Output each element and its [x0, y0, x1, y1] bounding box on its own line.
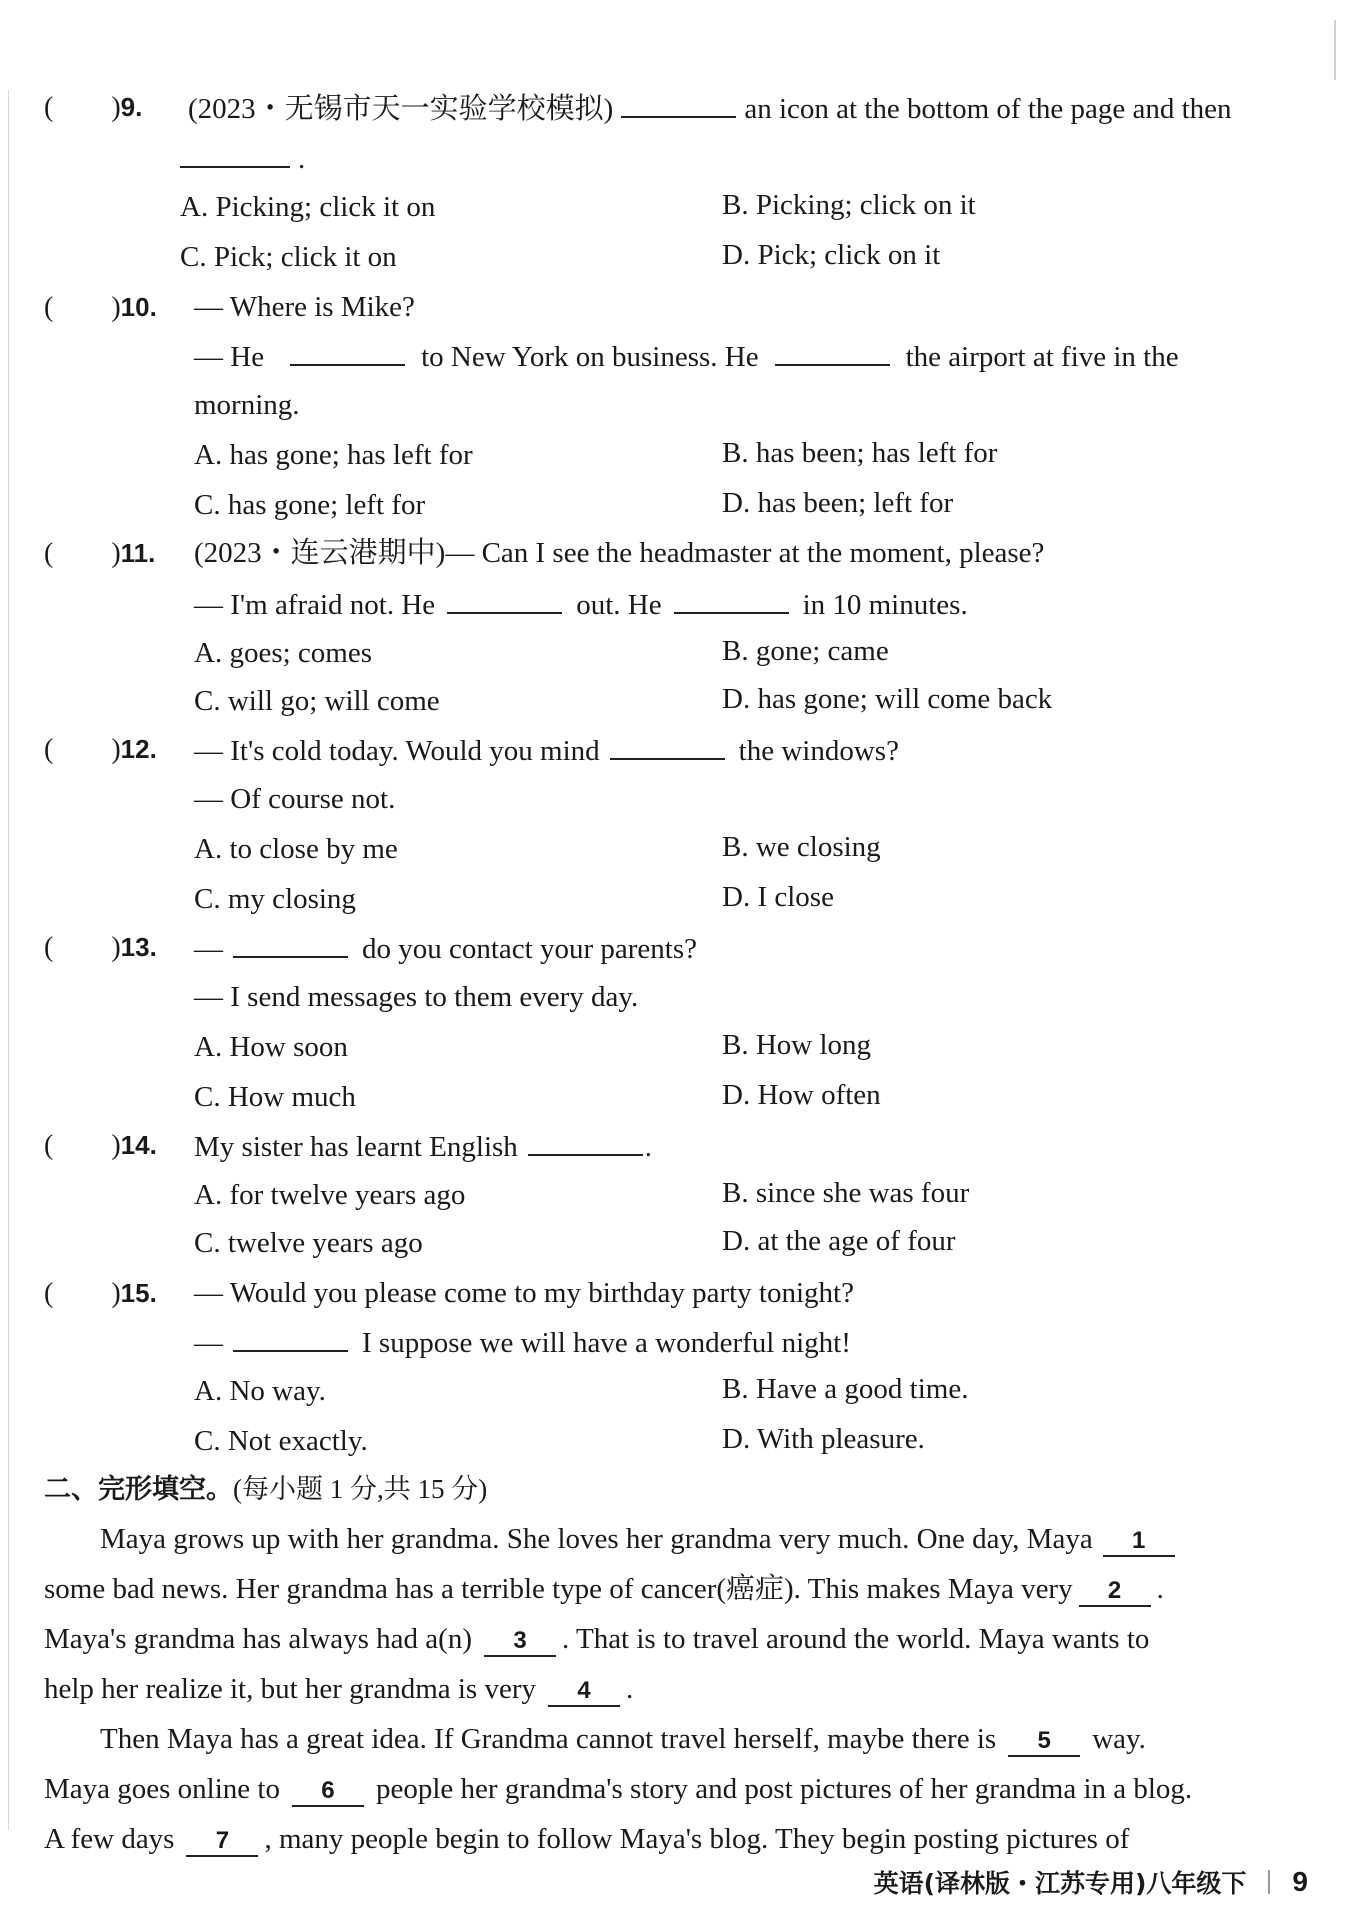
cloze-blank-2: 2	[1079, 1577, 1151, 1607]
option-b: B. has been; has left for	[722, 437, 998, 469]
answer-bracket-11: ( )11.	[44, 538, 156, 569]
question-10-line1: — Where is Mike?	[194, 291, 415, 323]
question-13-line2: — I send messages to them every day.	[194, 981, 639, 1013]
question-15-line2: — I suppose we will have a wonderful night!	[194, 1324, 851, 1360]
option-a: A. to close by me	[194, 833, 398, 865]
option-d: D. With pleasure.	[722, 1423, 925, 1455]
answer-blank	[775, 338, 890, 366]
option-b: B. gone; came	[722, 635, 889, 667]
question-10-line3: morning.	[194, 389, 300, 421]
cloze-blank-1: 1	[1103, 1527, 1175, 1557]
passage-line: help her realize it, but her grandma is very 4 .	[44, 1673, 634, 1705]
option-b: B. Picking; click on it	[722, 189, 976, 221]
option-d: D. I close	[722, 881, 834, 913]
option-d: D. at the age of four	[722, 1225, 956, 1257]
answer-blank	[233, 930, 348, 958]
option-a: A. for twelve years ago	[194, 1179, 466, 1211]
answer-bracket-10: ( )10.	[44, 292, 157, 323]
question-9-stem: (2023・无锡市天一实验学校模拟) an icon at the bottom of the page and then	[188, 90, 1232, 126]
passage-line: A few days 7 , many people begin to follow Maya's blog. They begin posting pictures of	[44, 1823, 1130, 1855]
option-c: C. has gone; left for	[194, 489, 426, 521]
option-c: C. Not exactly.	[194, 1425, 368, 1457]
option-d: D. has been; left for	[722, 487, 954, 519]
question-number: 14.	[120, 1130, 157, 1160]
question-9-stem-cont: .	[180, 140, 305, 176]
answer-blank	[621, 90, 736, 118]
section-heading: 二、完形填空。(每小题 1 分,共 15 分)	[44, 1474, 488, 1505]
option-c: C. Pick; click it on	[180, 241, 397, 273]
option-c: C. will go; will come	[194, 685, 440, 717]
option-a: A. No way.	[194, 1375, 326, 1407]
option-a: A. How soon	[194, 1031, 348, 1063]
question-11-line2: — I'm afraid not. He out. He in 10 minutes.	[194, 586, 968, 622]
page-edge	[1334, 20, 1336, 80]
question-11-line1: (2023・连云港期中)— Can I see the headmaster at the moment, please?	[194, 537, 1045, 569]
option-b: B. Have a good time.	[722, 1373, 969, 1405]
question-15-line1: — Would you please come to my birthday party tonight?	[194, 1277, 854, 1309]
answer-bracket-12: ( )12.	[44, 734, 157, 765]
answer-bracket-15: ( )15.	[44, 1278, 157, 1309]
answer-blank	[674, 586, 789, 614]
option-b: B. since she was four	[722, 1177, 970, 1209]
margin-rule	[8, 90, 9, 1830]
answer-blank	[528, 1128, 643, 1156]
answer-bracket-9: ( )9.	[44, 92, 143, 123]
answer-bracket-13: ( )13.	[44, 932, 157, 963]
cloze-blank-3: 3	[484, 1627, 556, 1657]
question-number: 9.	[120, 92, 143, 122]
answer-bracket-14: ( )14.	[44, 1130, 157, 1161]
option-c: C. my closing	[194, 883, 356, 915]
option-a: A. goes; comes	[194, 637, 372, 669]
option-a: A. has gone; has left for	[194, 439, 473, 471]
answer-blank	[290, 338, 405, 366]
answer-blank	[447, 586, 562, 614]
option-a: A. Picking; click it on	[180, 191, 436, 223]
question-12-line1: — It's cold today. Would you mind the windows?	[194, 732, 899, 768]
answer-blank	[233, 1324, 348, 1352]
option-b: B. How long	[722, 1029, 872, 1061]
option-d: D. Pick; click on it	[722, 239, 941, 271]
cloze-blank-6: 6	[292, 1777, 364, 1807]
book-title: 英语(译林版・江苏专用)八年级下	[873, 1869, 1247, 1898]
question-13-line1: — do you contact your parents?	[194, 930, 697, 966]
answer-blank	[610, 732, 725, 760]
cloze-blank-5: 5	[1008, 1727, 1080, 1757]
question-number: 13.	[120, 932, 157, 962]
passage-line: Maya's grandma has always had a(n) 3 . That is to travel around the world. Maya wants to	[44, 1623, 1150, 1655]
passage-line: Maya goes online to 6 people her grandma's story and post pictures of her grandma in a blog.	[44, 1773, 1193, 1805]
page-footer	[874, 1864, 1308, 1900]
passage-line: some bad news. Her grandma has a terrible type of cancer(癌症). This makes Maya very 2 .	[44, 1573, 1164, 1605]
option-b: B. we closing	[722, 831, 881, 863]
question-number: 10.	[120, 292, 157, 322]
option-c: C. How much	[194, 1081, 356, 1113]
page-number: 9	[1292, 1866, 1308, 1897]
question-number: 12.	[120, 734, 157, 764]
option-c: C. twelve years ago	[194, 1227, 423, 1259]
option-d: D. How often	[722, 1079, 881, 1111]
question-12-line2: — Of course not.	[194, 783, 396, 815]
footer-divider	[1268, 1870, 1270, 1894]
passage-line: Maya grows up with her grandma. She loves her grandma very much. One day, Maya 1	[100, 1522, 1181, 1557]
question-number: 15.	[120, 1278, 157, 1308]
option-d: D. has gone; will come back	[722, 683, 1053, 715]
question-10-line2: — He to New York on business. He the airport at five in the	[194, 338, 1179, 374]
question-number: 11.	[120, 538, 156, 568]
section-score-note: (每小题 1 分,共 15 分)	[233, 1474, 488, 1504]
cloze-blank-4: 4	[548, 1677, 620, 1707]
answer-blank	[180, 140, 290, 168]
question-14-line1: My sister has learnt English .	[194, 1128, 652, 1164]
passage-line: Then Maya has a great idea. If Grandma cannot travel herself, maybe there is 5 way.	[100, 1723, 1146, 1755]
cloze-blank-7: 7	[186, 1827, 258, 1857]
